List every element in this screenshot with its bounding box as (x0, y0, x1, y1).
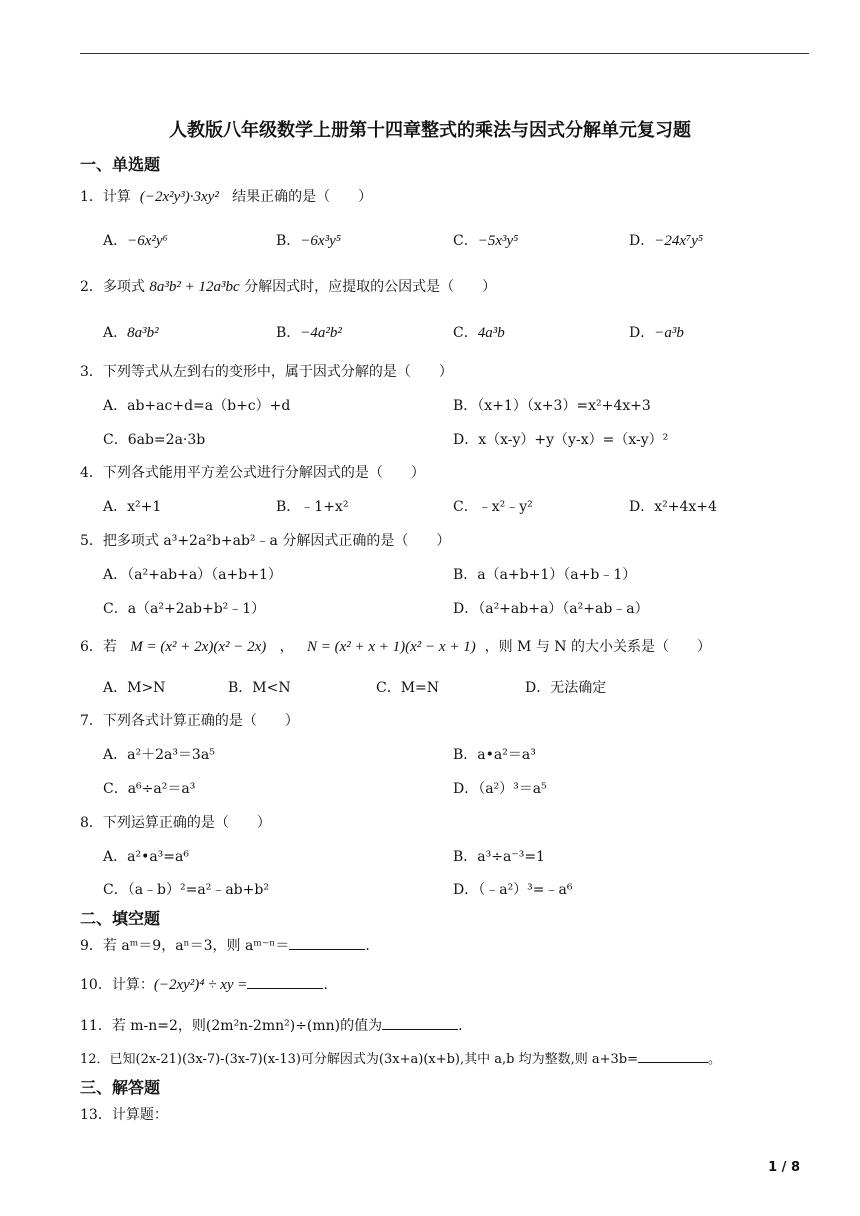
section-heading-fill-in: 二、填空题 (80, 909, 161, 928)
question-2-option-c: C．4a³b (453, 325, 505, 341)
question-9-stem: 9．若 aᵐ＝9，aⁿ＝3，则 aᵐ⁻ⁿ＝ (80, 938, 290, 954)
question-8-option-b: B．a³÷a⁻³=1 (453, 849, 545, 865)
question-6 (80, 636, 711, 656)
question-10-answer-blank (247, 976, 323, 989)
question-11-stem: 11．若 m-n=2，则(2m²n-2mn²)÷(mn)的值为 (80, 1018, 383, 1034)
question-2 (80, 276, 496, 296)
header-rule (80, 53, 809, 54)
question-5-option-b: B．a（a+b+1）（a+b﹣1） (453, 567, 637, 583)
question-3-option-a: A．ab+ac+d=a（b+c）+d (103, 398, 291, 414)
question-8: 8．下列运算正确的是（ ） (80, 815, 271, 831)
question-10: 10．计算：(−2xy²)⁴ ÷ xy = . (80, 977, 328, 993)
question-11-answer-blank (382, 1017, 458, 1030)
document-title: 人教版八年级数学上册第十四章整式的乘法与因式分解单元复习题 (169, 120, 691, 141)
question-3-option-c: C．6ab=2a·3b (103, 432, 206, 448)
question-5-option-c: C．a（a²+2ab+b²﹣1） (103, 601, 266, 617)
question-1-option-a: A．−6x²y⁶ (103, 233, 168, 249)
question-6-separator: ， (279, 639, 294, 655)
page-number: 1 / 8 (768, 1160, 800, 1175)
question-5-option-d: D．（a²+ab+a）（a²+ab﹣a） (453, 601, 649, 617)
question-6-option-a: A．M>N (103, 680, 166, 696)
question-13: 13．计算题： (80, 1107, 168, 1123)
question-2-expression: 8a³b² + 12a³bc (149, 279, 240, 295)
question-1-option-d: D．−24x⁷y⁵ (629, 233, 704, 249)
question-1-number: 1．计算 (80, 189, 131, 205)
question-6-tail: ，则 M 与 N 的大小关系是（ ） (484, 639, 711, 655)
section-heading-problems: 三、解答题 (80, 1078, 161, 1097)
question-9: 9．若 aᵐ＝9，aⁿ＝3，则 aᵐ⁻ⁿ＝ . (80, 938, 370, 954)
question-5: 5．把多项式 a³+2a²b+ab²﹣a 分解因式正确的是（ ） (80, 533, 451, 549)
question-6-m-expression: M = (x² + 2x)(x² − 2x) (130, 639, 267, 655)
question-2-option-b: B．−4a²b² (276, 325, 342, 341)
question-12-answer-blank (638, 1050, 708, 1063)
question-7-option-a: A．a²＋2a³＝3a⁵ (103, 747, 215, 763)
question-4-option-b: B．﹣1+x² (276, 499, 349, 515)
question-12: 12．已知(2x-21)(3x-7)-(3x-7)(x-13)可分解因式为(3x+a)(x+b),其中 a,b 均为整数,则 a+3b= 。 (80, 1052, 722, 1067)
question-4-option-d: D．x²+4x+4 (629, 499, 717, 515)
question-8-option-d: D．（﹣a²）³=﹣a⁶ (453, 882, 573, 898)
question-7-option-b: B．a•a²＝a³ (453, 747, 536, 763)
question-2-tail: 分解因式时，应提取的公因式是（ ） (244, 279, 497, 295)
question-8-option-c: C．（a﹣b）²=a²﹣ab+b² (103, 882, 269, 898)
question-3: 3．下列等式从左到右的变形中，属于因式分解的是（ ） (80, 364, 453, 380)
question-1 (80, 186, 372, 206)
question-3-option-b: B．（x+1）（x+3）=x²+4x+3 (453, 398, 651, 414)
question-10-expression: (−2xy²)⁴ ÷ xy = (153, 977, 248, 993)
question-7-option-d: D．（a²）³＝a⁵ (453, 781, 547, 797)
question-9-answer-blank (289, 937, 365, 950)
question-1-expression: (−2x²y³)·3xy² (139, 189, 219, 205)
question-4: 4．下列各式能用平方差公式进行分解因式的是（ ） (80, 465, 425, 481)
question-2-option-d: D．−a³b (629, 325, 684, 341)
question-3-option-d: D．x（x-y）+y（y-x）=（x-y）² (453, 432, 669, 448)
question-6-option-d: D．无法确定 (525, 680, 607, 696)
question-6-number: 6．若 (80, 639, 117, 655)
question-1-option-c: C．−5x³y⁵ (453, 233, 519, 249)
section-heading-single-choice: 一、单选题 (80, 155, 161, 174)
question-7-option-c: C．a⁶÷a²＝a³ (103, 781, 196, 797)
question-2-number: 2．多项式 (80, 279, 145, 295)
question-1-tail: 结果正确的是（ ） (232, 189, 373, 205)
question-6-option-b: B．M<N (228, 680, 291, 696)
question-10-number: 10．计算： (80, 977, 154, 993)
question-8-option-a: A．a²•a³=a⁶ (103, 849, 189, 865)
question-5-option-a: A．（a²+ab+a）（a+b+1） (103, 567, 282, 583)
question-7: 7．下列各式计算正确的是（ ） (80, 713, 299, 729)
question-11: 11．若 m-n=2，则(2m²n-2mn²)÷(mn)的值为 . (80, 1018, 463, 1034)
question-1-option-b: B．−6x³y⁵ (276, 233, 341, 249)
question-2-option-a: A．8a³b² (103, 325, 159, 341)
question-12-stem: 12．已知(2x-21)(3x-7)-(3x-7)(x-13)可分解因式为(3x+a)(x+b),其中 a,b 均为整数,则 a+3b= (80, 1052, 639, 1067)
question-4-option-a: A．x²+1 (103, 499, 162, 515)
question-6-n-expression: N = (x² + x + 1)(x² − x + 1) (306, 639, 476, 655)
question-4-option-c: C．﹣x²﹣y² (453, 499, 533, 515)
question-6-option-c: C．M=N (376, 680, 440, 696)
